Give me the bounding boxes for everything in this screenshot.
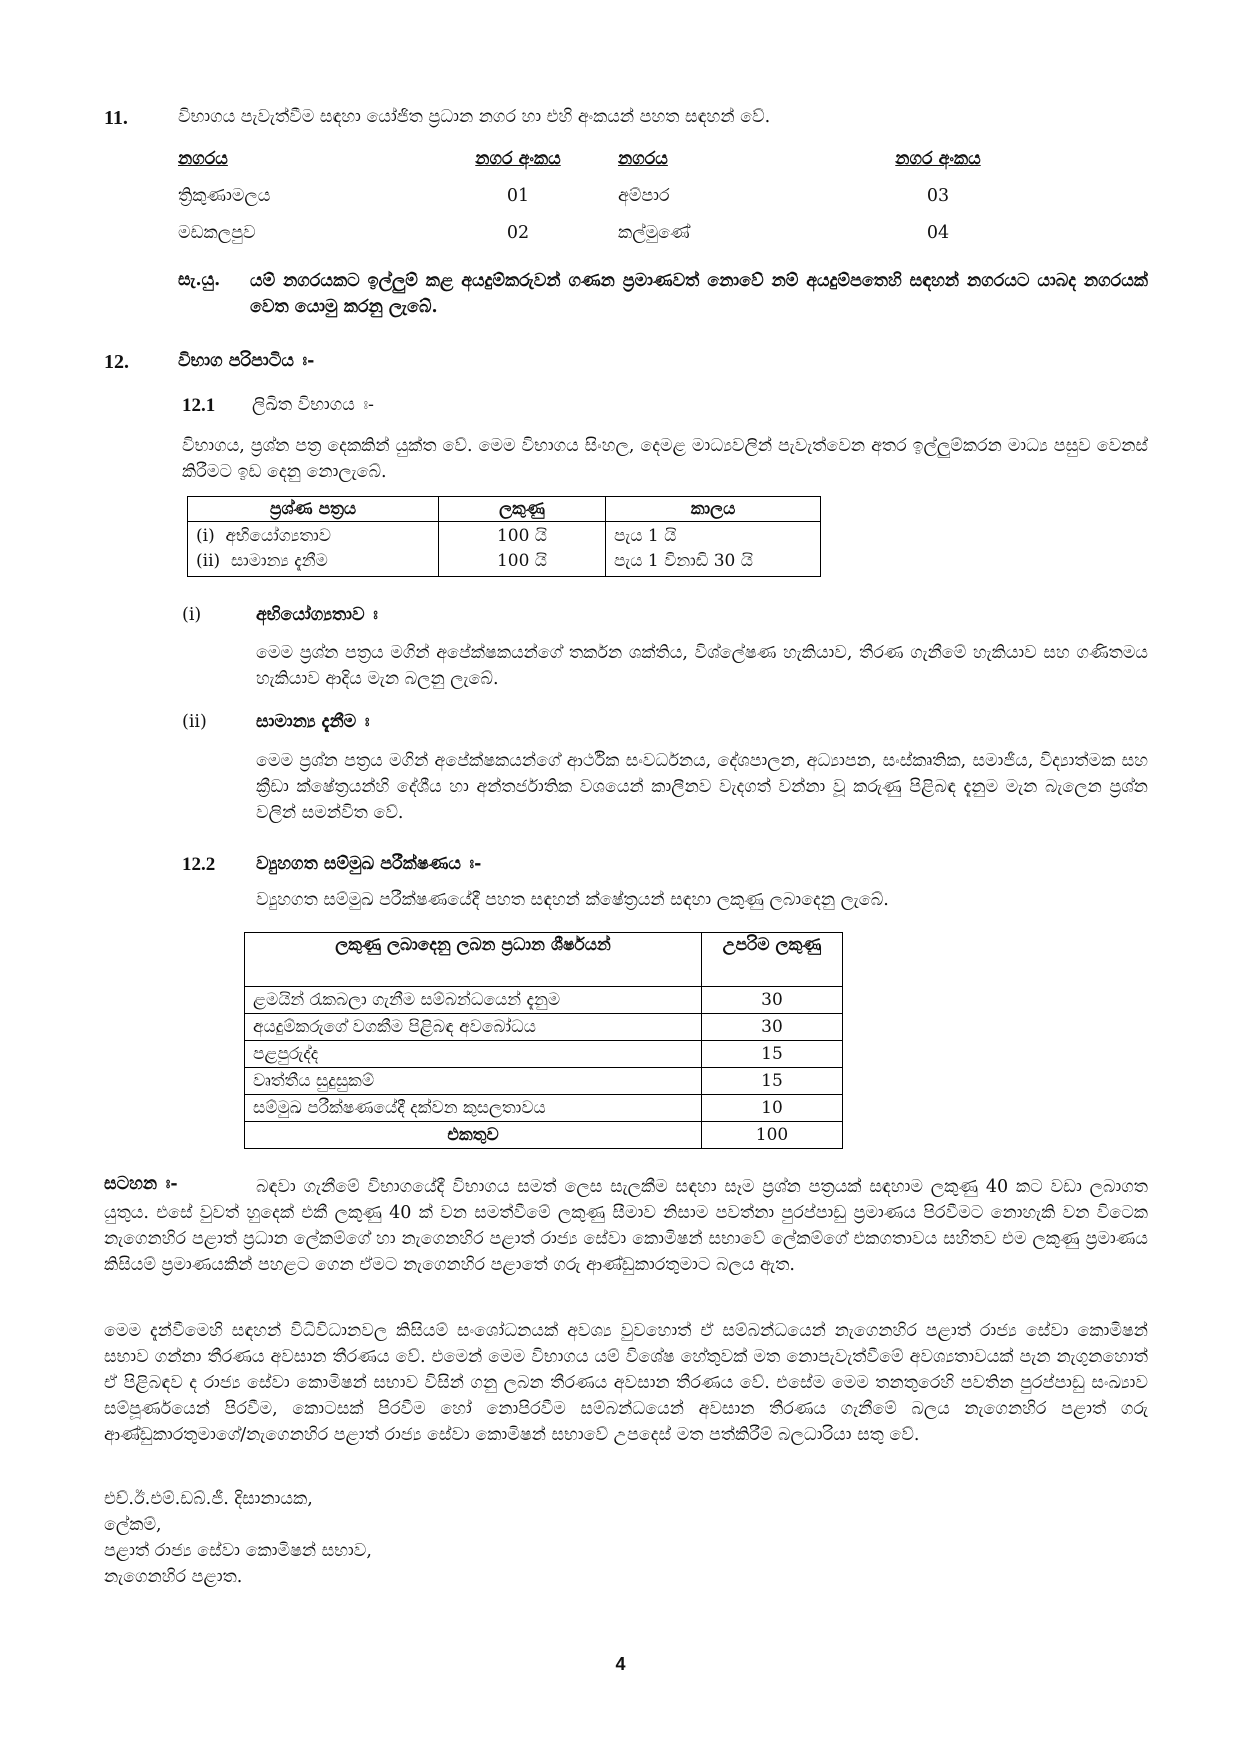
paper-marks: 100 යි <box>496 551 548 571</box>
papers-header-paper: ප්‍රශ්ණ පත්‍රය <box>188 497 439 522</box>
signature-block <box>104 1486 372 1590</box>
section-12-title: විභාග පරිපාටිය ඃ- <box>178 351 315 371</box>
section-11-note-text: යම් නගරයකට ඉල්ලුම් කළ අයදුම්කරුවන් ගණන ප්‍රමාණවත් නොවේ නම් අයදුම්පතෙහි සඳහන් නගරයට යාබද නගරයක් වෙත යොමු කරනු ලැබේ. <box>250 271 1148 317</box>
section-12-1-number: 12.1 <box>182 395 216 416</box>
interview-max-marks: 10 <box>702 1095 843 1122</box>
table-row <box>245 1041 843 1068</box>
item-i-title: අභියෝග්‍යතාව ඃ <box>256 605 378 625</box>
signature-province: නැගෙනහිර පළාත. <box>104 1567 243 1587</box>
interview-max-marks: 30 <box>702 1014 843 1041</box>
item-ii-text: මෙම ප්‍රශ්න පත්‍රය මගින් අපේක්ෂකයන්ගේ ආර්ථික සංවර්ධනය, දේශපාලන, අධ්‍යාපන, සංස්කෘතික, සමාජීය, විද්‍යාත්මක සහ ක්‍රීඩා ක්ෂේත්‍රයන්හි දේශීය හා අන්තර්ජාතික වශයෙන් කාලීනව වැදගත් වන්නා වූ කරුණු පිළිබඳ දැනුම මැන බැලෙන ප්‍රශ්න වලින් සමන්විත වේ. <box>256 751 1148 823</box>
section-11-note-label: සැ.යු. <box>178 270 221 290</box>
table-row <box>245 1095 843 1122</box>
table-row <box>188 522 821 577</box>
interview-topic: ළමයින් රැකබලා ගැනීම සම්බන්ධයෙන් දැනුම <box>245 987 702 1014</box>
interview-topic: වෘත්තීය සුදුසුකම් <box>245 1068 702 1095</box>
city-code: 03 <box>926 185 950 206</box>
interview-topic: සම්මුඛ පරීක්ෂණයේදී දක්වන කුසලතාවය <box>245 1095 702 1122</box>
interview-topic: අයදුම්කරුගේ වගකීම පිළිබඳ අවබෝධය <box>245 1014 702 1041</box>
city-code: 04 <box>926 222 950 243</box>
interview-max-marks: 15 <box>702 1041 843 1068</box>
note-label: සටහන ඃ- <box>104 1174 178 1194</box>
section-12-2-title: ව්‍යුහගත සම්මුඛ පරීක්ෂණය ඃ- <box>256 854 482 874</box>
city-code-header-1: නගර අංකය <box>475 148 561 169</box>
papers-header-marks: ලකුණු <box>439 497 606 522</box>
closing-paragraph: මෙම දැන්වීමෙහි සඳහන් විධිවිධානවල කිසියම් සංශෝධනයක් අවශ්‍ය වුවහොත් ඒ සම්බන්ධයෙන් නැගෙනහිර පළාත් රාජ්‍ය සේවා කොමිෂන් සභාව ගන්නා තීරණය අවසාන තීරණය වේ. එමෙන් මෙම විභාගය යම් විශේෂ හේතුවක් මත නොපැවැත්වීමේ අවශ්‍යතාවයක් පැන නැගුනහොත් ඒ පිළිබඳව ද රාජ්‍ය සේවා කොමිෂන් සභාව විසින් ගනු ලබන තීරණය අවසාන තීරණය වේ. එසේම මෙම තනතුරෙහි පවතින පුරප්පාඩු සංඛ්‍යාව සම්පූර්ණයෙන් පිරවීම, කොටසක් පිරවීම හෝ නොපිරවීම සම්බන්ධයෙන් අවසාන තීරණය ගැනීමේ බලය නැගෙනහිර පළාත් ගරු ආණ්ඩුකාරතුමාගේ/නැගෙනහිර පළාත් රාජ්‍ය සේවා කොමිෂන් සභාවේ උපදෙස් මත පත්කිරීම් බලධාරියා සතු වේ. <box>104 1321 1148 1445</box>
paper-name: සාමාන්‍ය දැනීම <box>230 551 328 571</box>
page-number: 4 <box>615 1654 626 1674</box>
item-ii-title: සාමාන්‍ය දැනීම ඃ <box>256 712 370 732</box>
city-header-1: නගරය <box>178 148 228 169</box>
papers-header-time: කාලය <box>606 497 821 522</box>
paper-name: අභියෝග්‍යතාව <box>225 526 331 546</box>
paper-time: පැය 1 යි <box>614 526 677 546</box>
signature-title: ලේකම්, <box>104 1515 162 1535</box>
interview-header-max: උපරිම ලකුණු <box>702 933 843 987</box>
signature-name: එච්.ඊ.එම්.ඩබ්.ජී. දිසානායක, <box>104 1489 313 1509</box>
interview-total-label: එකතුව <box>245 1122 702 1149</box>
table-row <box>245 1068 843 1095</box>
papers-table <box>187 496 821 577</box>
city-table <box>178 140 1038 251</box>
interview-header-topic: ලකුණු ලබාදෙනු ලබන ප්‍රධාන ශීර්ෂයන් <box>245 933 702 987</box>
table-row <box>245 987 843 1014</box>
interview-max-marks: 15 <box>702 1068 843 1095</box>
section-12-1-intro: විභාගය, ප්‍රශ්න පත්‍ර දෙකකින් යුක්ත වේ. මෙම විභාගය සිංහල, දෙමළ මාධ්‍යවලින් පැවැත්වෙන අතර ඉල්ලුම්කරන මාධ්‍ය පසුව වෙනස් කිරීමට ඉඩ දෙනු නොලැබේ. <box>182 436 1148 482</box>
city-header-2: නගරය <box>618 148 668 169</box>
note-text: බඳවා ගැනීමේ විභාගයේදී විභාගය සමත් ලෙස සැලකීම සඳහා සෑම ප්‍රශ්න පත්‍රයක් සඳහාම ලකුණු 40 කට වඩා ලබාගත යුතුය. එසේ වුවත් හුදෙක් එකී ලකුණු 40 ක් වන සමත්වීමේ ලකුණු සීමාව නිසාම පවත්නා පුරප්පාඩු ප්‍රමාණය පිරවීමට නොහැකි වන විටෙක නැගෙනහිර පළාත් ප්‍රධාන ලේකම්ගේ හා නැගෙනහිර පළාත් රාජ්‍ය සේවා කොමිෂන් සභාවේ ලේකම්ගේ එකගතාවය සහිතව එම ලකුණු ප්‍රමාණය කිසියම් ප්‍රමාණයකින් පහළට ගෙන ඒමට නැගෙනහිර පළාතේ ගරු ආණ්ඩුකාරතුමාට බලය ඇත. <box>104 1177 1148 1275</box>
interview-marks-table <box>244 932 843 1149</box>
city-code: 01 <box>506 185 530 206</box>
item-i-index: (i) <box>182 605 202 625</box>
paper-index: (ii) <box>196 551 221 571</box>
section-11-number: 11. <box>104 107 128 129</box>
city-name: මඩකලපුව <box>178 222 256 243</box>
signature-office: පළාත් රාජ්‍ය සේවා කොමිෂන් සභාව, <box>104 1541 372 1561</box>
paper-index: (i) <box>196 526 215 546</box>
paper-marks: 100 යි <box>496 526 548 546</box>
section-11-intro: විභාගය පැවැත්වීම සඳහා යෝජිත ප්‍රධාන නගර හා එහි අංකයන් පහත සඳහන් වේ. <box>178 107 771 127</box>
paper-time: පැය 1 විනාඩි 30 යි <box>614 551 753 571</box>
city-name: අම්පාර <box>618 185 670 206</box>
item-i-text: මෙම ප්‍රශ්න පත්‍රය මගින් අපේක්ෂකයන්ගේ තර්කන ශක්තිය, විශ්ලේෂණ හැකියාව, තීරණ ගැනීමේ හැකියාව සහ ගණිතමය හැකියාව ආදිය මැන බලනු ලැබේ. <box>256 643 1148 689</box>
city-name: ත්‍රිකුණාමලය <box>178 185 271 206</box>
interview-total-value: 100 <box>702 1122 843 1149</box>
city-code: 02 <box>506 222 530 243</box>
interview-topic: පළපුරුද්ද <box>245 1041 702 1068</box>
section-12-2-number: 12.2 <box>182 854 216 875</box>
section-12-2-intro: ව්‍යුහගත සම්මුඛ පරීක්ෂණයේදී පහත සඳහන් ක්ෂේත්‍රයන් සඳහා ලකුණු ලබාදෙනු ලැබේ. <box>256 890 889 910</box>
table-row <box>178 177 1038 214</box>
table-row <box>245 1014 843 1041</box>
table-row <box>178 214 1038 251</box>
section-12-1-title: ලිඛිත විභාගය ඃ- <box>252 395 374 415</box>
section-12-number: 12. <box>104 351 129 373</box>
city-name: කල්මුණේ <box>618 222 690 243</box>
item-ii-index: (ii) <box>182 712 207 732</box>
interview-max-marks: 30 <box>702 987 843 1014</box>
city-code-header-2: නගර අංකය <box>895 148 981 169</box>
